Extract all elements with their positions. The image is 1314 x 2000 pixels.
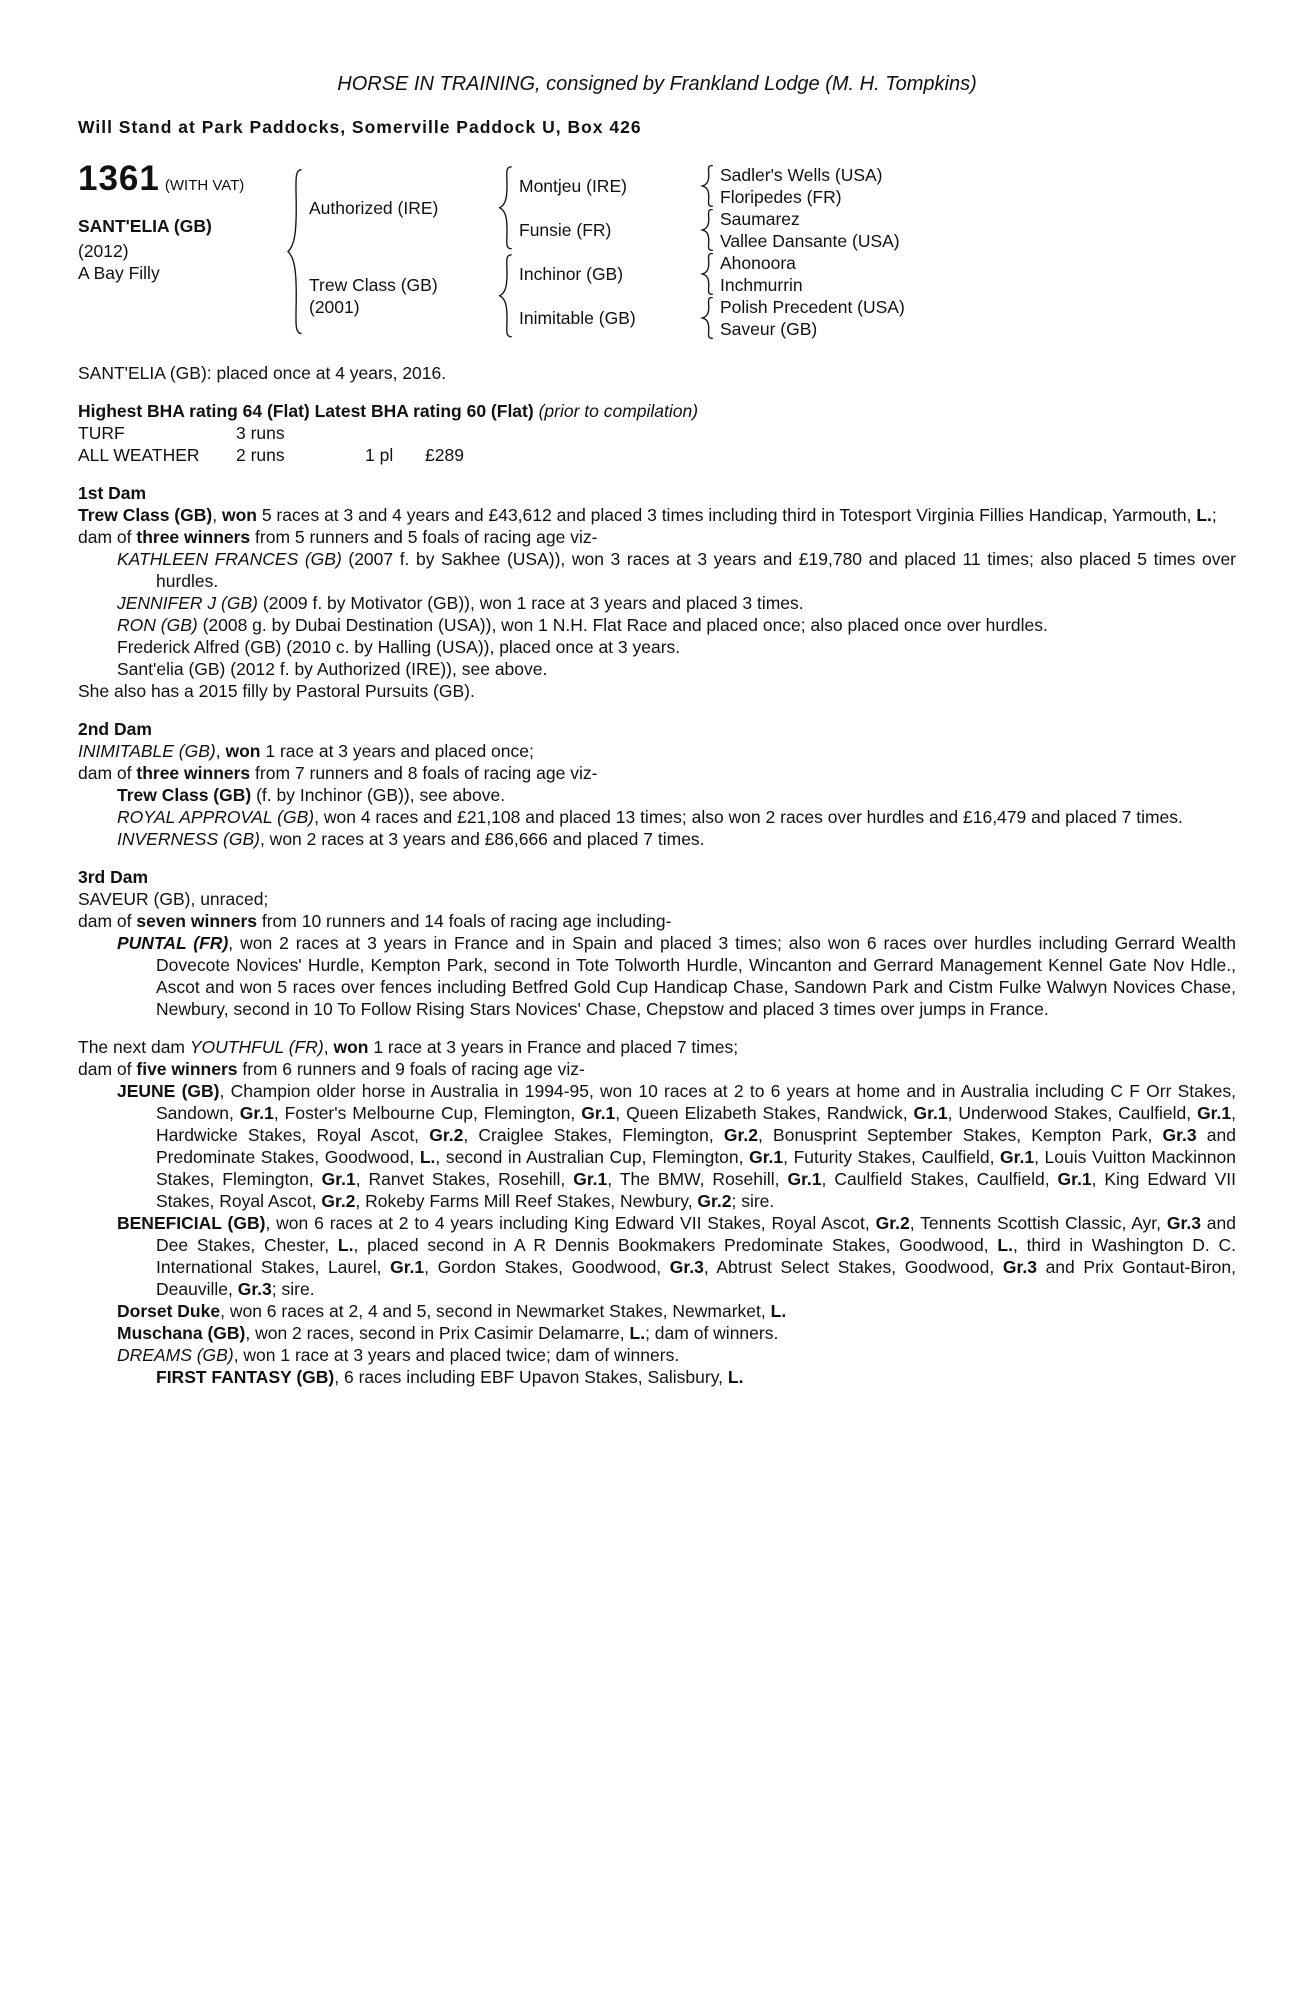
text-segment: ,	[323, 1037, 334, 1057]
lot-column	[78, 159, 285, 340]
text-segment: 5 races at 3 and 4 years and £43,612 and placed 3 times including third in Totesport Virginia Fillies Handicap, Yarmouth,	[256, 505, 1197, 525]
sire-side-brace-icon	[497, 164, 513, 252]
race-summary-line: SANT'ELIA (GB): placed once at 4 years, 2016.	[78, 363, 447, 383]
offspring-jeune	[78, 1080, 1236, 1212]
text-segment: L.	[1196, 505, 1212, 525]
dam-sections	[78, 482, 1236, 1388]
text-segment: , Futurity Stakes, Caulfield,	[783, 1147, 1001, 1167]
ggp-name: Saumarez	[720, 209, 800, 229]
section-next-dam	[78, 1036, 1236, 1388]
dam-of-line	[78, 1058, 1236, 1080]
consignor-line: HORSE IN TRAINING, consigned by Frankland Lodge (M. H. Tompkins)	[337, 73, 977, 95]
text-segment: Gr.2	[875, 1213, 910, 1233]
text-segment: three winners	[136, 763, 251, 783]
ggp-brace-icon	[700, 208, 714, 252]
text-segment: She also has a 2015 filly by Pastoral Pursuits (GB).	[78, 681, 475, 701]
bha-rating-line	[78, 400, 1236, 422]
text-segment: (2008 g. by Dubai Destination (USA)), won 1 N.H. Flat Race and placed once; also placed once over hurdles.	[197, 615, 1048, 635]
dam-entry-trew-class	[78, 504, 1236, 526]
text-segment: Gr.1	[573, 1169, 608, 1189]
sire-name: Authorized (IRE)	[309, 198, 439, 218]
text-segment: YOUTHFUL (FR)	[189, 1037, 324, 1057]
text-segment: 1 race at 3 years and placed once;	[260, 741, 534, 761]
text-segment: won	[221, 505, 257, 525]
text-segment: 1 race at 3 years in France and placed 7 times;	[368, 1037, 739, 1057]
ggp-brace-icon	[700, 252, 714, 296]
text-segment: KATHLEEN FRANCES (GB)	[117, 549, 342, 569]
dam-name	[303, 252, 497, 340]
text-segment: won	[225, 741, 261, 761]
dam-of-line	[78, 526, 1236, 548]
text-segment: , won 2 races, second in Prix Casimir Delamarre,	[245, 1323, 630, 1343]
text-segment: Gr.2	[723, 1125, 758, 1145]
text-segment: from 10 runners and 14 foals of racing age including-	[257, 911, 672, 931]
first-dam-heading: 1st Dam	[78, 483, 147, 503]
text-segment: , Rokeby Farms Mill Reef Stakes, Newbury,	[355, 1191, 698, 1211]
runs-value: 2 runs	[236, 445, 285, 465]
text-segment: , won 2 races at 3 years and £86,666 and placed 7 times.	[259, 829, 705, 849]
text-segment: INVERNESS (GB)	[117, 829, 260, 849]
ggp-name: Saveur (GB)	[720, 319, 818, 339]
ggp-name: Ahonoora	[720, 253, 796, 273]
dam-of-line	[78, 910, 1236, 932]
text-segment: dam of	[78, 1059, 137, 1079]
text-segment: dam of	[78, 911, 137, 931]
dam-name-line2: (2001)	[309, 297, 360, 317]
text-segment: Sant'elia (GB) (2012 f. by Authorized (IRE)), see above.	[117, 659, 548, 679]
ggp-name: Polish Precedent (USA)	[720, 297, 905, 317]
text-segment: and Dee Stakes, Chester,	[156, 1213, 1237, 1255]
ggp-name: Sadler's Wells (USA)	[720, 165, 883, 185]
text-segment: Gr.1	[1197, 1103, 1232, 1123]
color-sex-description: A Bay Filly	[78, 263, 160, 283]
text-segment: , won 1 race at 3 years and placed twice; dam of winners.	[233, 1345, 680, 1365]
text-segment: Gr.3	[237, 1279, 272, 1299]
text-segment: , Tennents Scottish Classic, Ayr,	[909, 1213, 1167, 1233]
offspring-jennifer-j	[78, 592, 1236, 614]
offspring-muschana	[78, 1322, 1236, 1344]
sire-dam-name: Funsie (FR)	[519, 220, 612, 240]
section-third-dam	[78, 866, 1236, 1020]
text-segment: dam of	[78, 527, 137, 547]
surface-label: TURF	[78, 423, 125, 443]
text-segment: , Underwood Stakes, Caulfield,	[947, 1103, 1198, 1123]
places-value	[365, 422, 425, 444]
text-segment: JENNIFER J (GB)	[117, 593, 258, 613]
text-segment: (2007 f. by Sakhee (USA)), won 3 races at 3 years and £19,780 and placed 11 times; also placed 5 times over hurdles.	[156, 549, 1237, 591]
earnings-value	[425, 422, 1236, 444]
text-segment: , Gordon Stakes, Goodwood,	[424, 1257, 670, 1277]
ggp-brace-icon	[700, 296, 714, 340]
text-segment: INIMITABLE (GB)	[78, 741, 216, 761]
text-segment: RON (GB)	[117, 615, 198, 635]
text-segment: Gr.1	[1057, 1169, 1092, 1189]
text-segment: five winners	[136, 1059, 238, 1079]
text-segment: and Prix Gontaut-Biron, Deauville,	[156, 1257, 1236, 1299]
text-segment: three winners	[136, 527, 251, 547]
parents-brace-icon	[285, 164, 303, 340]
text-segment: L.	[419, 1147, 436, 1167]
text-segment: Gr.1	[581, 1103, 616, 1123]
stand-location-line: Will Stand at Park Paddocks, Somerville Paddock U, Box 426	[78, 117, 642, 137]
text-segment: , won 6 races at 2 to 4 years including King Edward VII Stakes, Royal Ascot,	[265, 1213, 876, 1233]
next-dam-line	[78, 1036, 1236, 1058]
offspring-frederick-alfred	[78, 636, 1236, 658]
offspring-dreams	[78, 1344, 1236, 1366]
pedigree-tree	[285, 164, 1236, 340]
text-segment: Gr.1	[1000, 1147, 1035, 1167]
text-segment: Gr.1	[787, 1169, 822, 1189]
dam-entry-inimitable	[78, 740, 1236, 762]
text-segment: , Hardwicke Stakes, Royal Ascot,	[156, 1103, 1236, 1145]
text-segment: Gr.3	[1002, 1257, 1037, 1277]
section-first-dam	[78, 482, 1236, 702]
earnings-value: £289	[425, 445, 464, 465]
text-segment: DREAMS (GB)	[117, 1345, 234, 1365]
text-segment: Frederick Alfred (GB) (2010 c. by Halling (USA)), placed once at 3 years.	[117, 637, 681, 657]
dam-name-line1: Trew Class (GB)	[309, 275, 438, 295]
text-segment: , 6 races including EBF Upavon Stakes, Salisbury,	[334, 1367, 728, 1387]
second-dam-heading: 2nd Dam	[78, 719, 152, 739]
text-segment: Gr.2	[321, 1191, 356, 1211]
dam-entry-saveur	[78, 888, 1236, 910]
sire-sire-name: Montjeu (IRE)	[519, 176, 627, 196]
section-second-dam	[78, 718, 1236, 850]
places-value: 1 pl	[365, 445, 394, 465]
text-segment: L.	[727, 1367, 744, 1387]
text-segment: , King Edward VII Stakes, Royal Ascot,	[156, 1169, 1236, 1211]
text-segment: , The BMW, Rosehill,	[607, 1169, 788, 1189]
text-segment: from 5 runners and 5 foals of racing age viz-	[250, 527, 598, 547]
offspring-beneficial	[78, 1212, 1236, 1300]
dam-dam-name: Inimitable (GB)	[519, 308, 636, 328]
text-segment: ,	[215, 741, 226, 761]
text-segment: Trew Class (GB)	[117, 785, 252, 805]
text-segment: (f. by Inchinor (GB)), see above.	[251, 785, 506, 805]
text-segment: and Predominate Stakes, Goodwood,	[156, 1125, 1237, 1167]
text-segment: seven winners	[136, 911, 257, 931]
text-segment: from 7 runners and 8 foals of racing age viz-	[250, 763, 598, 783]
text-segment: FIRST FANTASY (GB)	[156, 1367, 335, 1387]
text-segment: Gr.1	[390, 1257, 425, 1277]
text-segment: , placed second in A R Dennis Bookmakers Predominate Stakes, Goodwood,	[353, 1235, 998, 1255]
text-segment: , Champion older horse in Australia in 1994-95, won 10 races at 2 to 6 years at home and in Australia including C F Orr Stakes, Sandown,	[156, 1081, 1236, 1123]
text-segment: L.	[997, 1235, 1013, 1255]
text-segment: , third in Washington D. C. International Stakes, Laurel,	[156, 1235, 1236, 1277]
pedigree-block	[78, 159, 1236, 340]
text-segment: ;	[1211, 505, 1217, 525]
text-segment: , Louis Vuitton Mackinnon Stakes, Flemington,	[156, 1147, 1237, 1189]
ggp-brace-icon	[700, 164, 714, 208]
dam-of-line	[78, 762, 1236, 784]
text-segment: , Bonusprint September Stakes, Kempton Park,	[757, 1125, 1163, 1145]
vat-note: (WITH VAT)	[164, 177, 245, 194]
text-segment: Muschana (GB)	[117, 1323, 246, 1343]
also-has-line	[78, 680, 1236, 702]
horse-name: SANT'ELIA (GB)	[78, 216, 212, 236]
text-segment: Gr.1	[749, 1147, 784, 1167]
text-segment: PUNTAL (FR)	[117, 933, 229, 953]
third-dam-heading: 3rd Dam	[78, 867, 149, 887]
lot-number: 1361	[78, 159, 160, 198]
ggp-name: Floripedes (FR)	[720, 187, 842, 207]
text-segment: , won 4 races and £21,108 and placed 13 times; also won 2 races over hurdles and £16,479 and placed 7 times.	[314, 807, 1183, 827]
text-segment: (2009 f. by Motivator (GB)), won 1 race at 3 years and placed 3 times.	[257, 593, 804, 613]
text-segment: Gr.2	[429, 1125, 464, 1145]
text-segment: , Caulfield Stakes, Caulfield,	[821, 1169, 1058, 1189]
text-segment: Dorset Duke	[117, 1301, 221, 1321]
runs-value: 3 runs	[236, 423, 285, 443]
text-segment: , Foster's Melbourne Cup, Flemington,	[273, 1103, 582, 1123]
text-segment: Gr.1	[913, 1103, 948, 1123]
offspring-first-fantasy	[78, 1366, 1236, 1388]
text-segment: , second in Australian Cup, Flemington,	[435, 1147, 750, 1167]
text-segment: SAVEUR (GB), unraced;	[78, 889, 269, 909]
dam-sire-name: Inchinor (GB)	[519, 264, 624, 284]
surface-label: ALL WEATHER	[78, 445, 200, 465]
ggp-name: Vallee Dansante (USA)	[720, 231, 900, 251]
bha-rating-text: Highest BHA rating 64 (Flat) Latest BHA rating 60 (Flat)	[78, 401, 534, 421]
text-segment: BENEFICIAL (GB)	[117, 1213, 266, 1233]
text-segment: JEUNE (GB)	[117, 1081, 220, 1101]
text-segment: , Abtrust Select Stakes, Goodwood,	[703, 1257, 1003, 1277]
dam-side-brace-icon	[497, 252, 513, 340]
ratings-block	[78, 400, 1236, 466]
text-segment: ; sire.	[271, 1279, 315, 1299]
text-segment: ; sire.	[731, 1191, 775, 1211]
text-segment: Gr.1	[239, 1103, 274, 1123]
text-segment: L.	[629, 1323, 646, 1343]
text-segment: , Queen Elizabeth Stakes, Randwick,	[615, 1103, 914, 1123]
offspring-inverness	[78, 828, 1236, 850]
offspring-royal-approval	[78, 806, 1236, 828]
text-segment: Gr.3	[1162, 1125, 1197, 1145]
lot-line	[78, 159, 285, 198]
text-segment: , Craiglee Stakes, Flemington,	[463, 1125, 724, 1145]
text-segment: , won 2 races at 3 years in France and in Spain and placed 3 times; also won 6 races over hurdles including Gerrard Wealth Dovecote Novices' Hurdle, Kempton Park, second in Tote Tolworth Hurdle, Wincanton and Gerrard Management Kennel Gate Nov Hdle., Ascot and won 5 races over fences including Betfred Gold Cup Handicap Chase, Sandown Park and Cistm Fulke Walwyn Novices Chase, Newbury, second in 10 To Follow Rising Stars Novices' Chase, Chepstow and placed 3 times over jumps in France.	[156, 933, 1236, 1019]
ggp-name: Inchmurrin	[720, 275, 803, 295]
text-segment: ; dam of winners.	[645, 1323, 779, 1343]
text-segment: The next dam	[78, 1037, 190, 1057]
text-segment: , Ranvet Stakes, Rosehill,	[355, 1169, 574, 1189]
text-segment: ,	[212, 505, 222, 525]
race-record-table	[78, 422, 1236, 466]
text-segment: ROYAL APPROVAL (GB)	[117, 807, 315, 827]
text-segment: L.	[337, 1235, 354, 1255]
offspring-dorset-duke	[78, 1300, 1236, 1322]
text-segment: Trew Class (GB)	[78, 505, 213, 525]
text-segment: from 6 runners and 9 foals of racing age viz-	[237, 1059, 585, 1079]
text-segment: L.	[770, 1301, 787, 1321]
offspring-santelia	[78, 658, 1236, 680]
offspring-trew-class	[78, 784, 1236, 806]
text-segment: dam of	[78, 763, 137, 783]
offspring-kathleen-frances	[78, 548, 1236, 592]
text-segment: Gr.2	[697, 1191, 732, 1211]
foaling-year: (2012)	[78, 241, 129, 261]
text-segment: Gr.3	[669, 1257, 704, 1277]
rating-note: (prior to compilation)	[538, 401, 699, 421]
text-segment: won	[333, 1037, 369, 1057]
text-segment: , won 6 races at 2, 4 and 5, second in Newmarket Stakes, Newmarket,	[220, 1301, 771, 1321]
offspring-ron	[78, 614, 1236, 636]
offspring-puntal	[78, 932, 1236, 1020]
text-segment: Gr.3	[1166, 1213, 1201, 1233]
text-segment: Gr.1	[321, 1169, 356, 1189]
